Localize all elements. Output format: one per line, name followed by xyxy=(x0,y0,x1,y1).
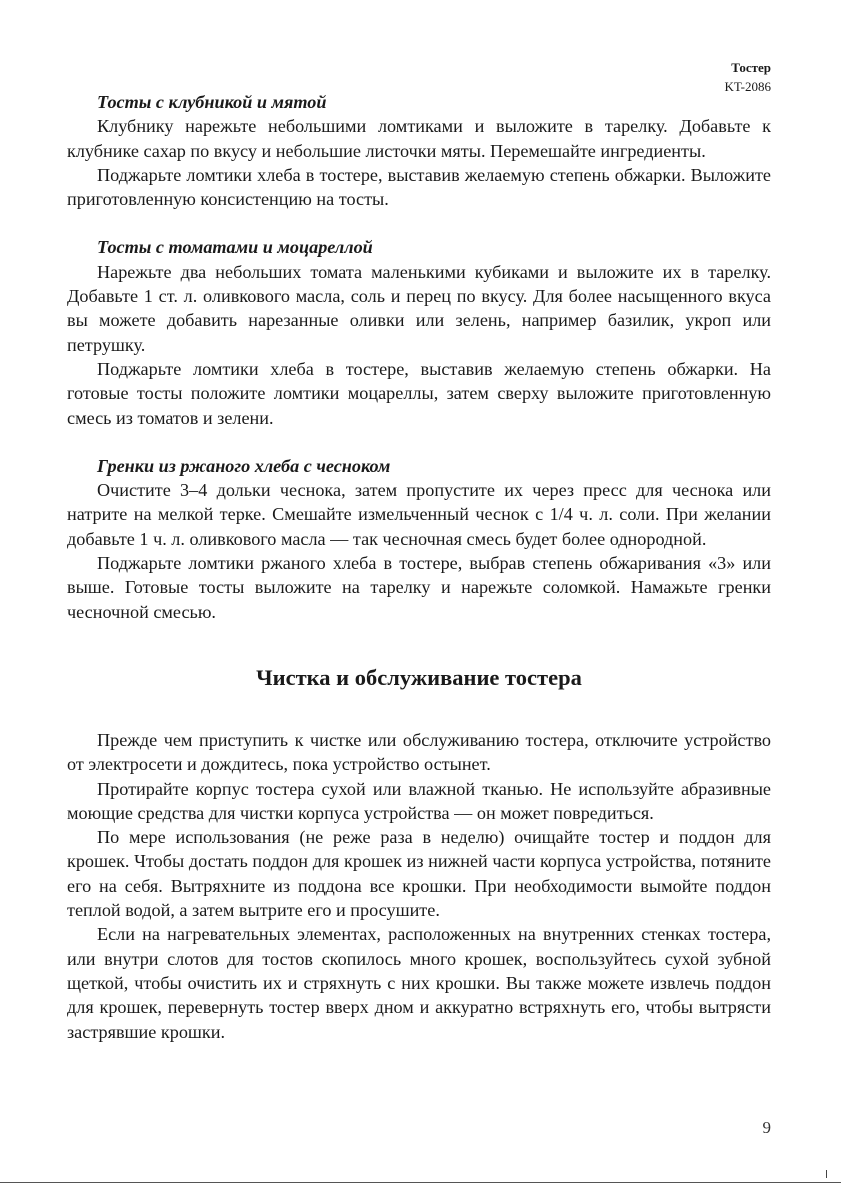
recipe-paragraph: Нарежьте два небольших томата маленькими кубиками и выложите их в тарелку. Добавьте 1 ст. л. оливкового масла, соль и перец по вкусу. Для более насыщенного вкуса вы можете добавить нарезанные оливки или зелень, например базилик, укроп или петрушку. xyxy=(67,261,771,355)
recipe-paragraph: Поджарьте ломтики хлеба в тостере, выставив желаемую степень обжарки. Выложите приготовленную консистенцию на тосты. xyxy=(67,164,771,210)
bottom-rule xyxy=(0,1182,841,1183)
header-model: KT-2086 xyxy=(724,79,771,94)
section-paragraph: Протирайте корпус тостера сухой или влажной тканью. Не используйте абразивные моющие средства для чистки корпуса устройства — он может повредиться. xyxy=(67,778,771,823)
header-title: Тостер xyxy=(731,60,771,75)
recipe-paragraph: Поджарьте ломтики хлеба в тостере, выставив желаемую степень обжарки. На готовые тосты положите ломтики моцареллы, затем сверху выложите приготовленную смесь из томатов и зелени. xyxy=(67,358,771,428)
recipe-paragraph: Поджарьте ломтики ржаного хлеба в тостере, выбрав степень обжаривания «3» или выше. Готовые тосты выложите на тарелку и нарежьте соломкой. Намажьте гренки чесночной смесью. xyxy=(67,553,771,622)
section-paragraph: Прежде чем приступить к чистке или обслуживанию тостера, отключите устройство от электросети и дождитесь, пока устройство остынет. xyxy=(67,729,771,775)
recipe-title: Тосты с томатами и моцареллой xyxy=(97,237,373,258)
cleaning-section xyxy=(67,664,771,1044)
recipe-title: Гренки из ржаного хлеба с чесноком xyxy=(97,455,391,476)
recipe-paragraph: Очистите 3–4 дольки чеснока, затем пропустите их через пресс для чеснока или натрите на мелкой терке. Смешайте измельченный чеснок с 1/4 ч. л. соли. При желании добавьте 1 ч. л. оливкового масла — так чесночная смесь будет более однородной. xyxy=(67,480,771,549)
recipe-rye-garlic xyxy=(67,454,771,624)
section-paragraph: Если на нагревательных элементах, расположенных на внутренних стенках тостера, или внутри слотов для тостов скопилось много крошек, воспользуйтесь сухой зубной щеткой, чтобы очистить их и стряхнуть с них крошки. Вы также можете извлечь поддон для крошек, перевернуть тостер вверх дном и аккуратно встряхнуть его, чтобы вытрясти застрявшие крошки. xyxy=(67,924,771,1042)
recipe-paragraph: Клубнику нарежьте небольшими ломтиками и выложите в тарелку. Добавьте к клубнике сахар по вкусу и небольшие листочки мяты. Перемешайте ингредиенты. xyxy=(67,116,771,161)
page-number: 9 xyxy=(762,1118,771,1137)
section-paragraph: По мере использования (не реже раза в неделю) очищайте тостер и поддон для крошек. Чтобы достать поддон для крошек из нижней части корпуса устройства, потяните его на себя. Вытряхните из поддона все крошки. При необходимости вымойте поддон теплой водой, а затем вытрите его и просушите. xyxy=(67,827,771,921)
recipe-title: Тосты с клубникой и мятой xyxy=(97,92,327,112)
page-content xyxy=(67,90,771,1044)
section-title: Чистка и обслуживание тостера xyxy=(256,664,582,690)
recipe-strawberry-mint xyxy=(67,90,771,211)
recipe-tomato-mozzarella xyxy=(67,235,771,429)
crop-mark xyxy=(826,1170,827,1178)
